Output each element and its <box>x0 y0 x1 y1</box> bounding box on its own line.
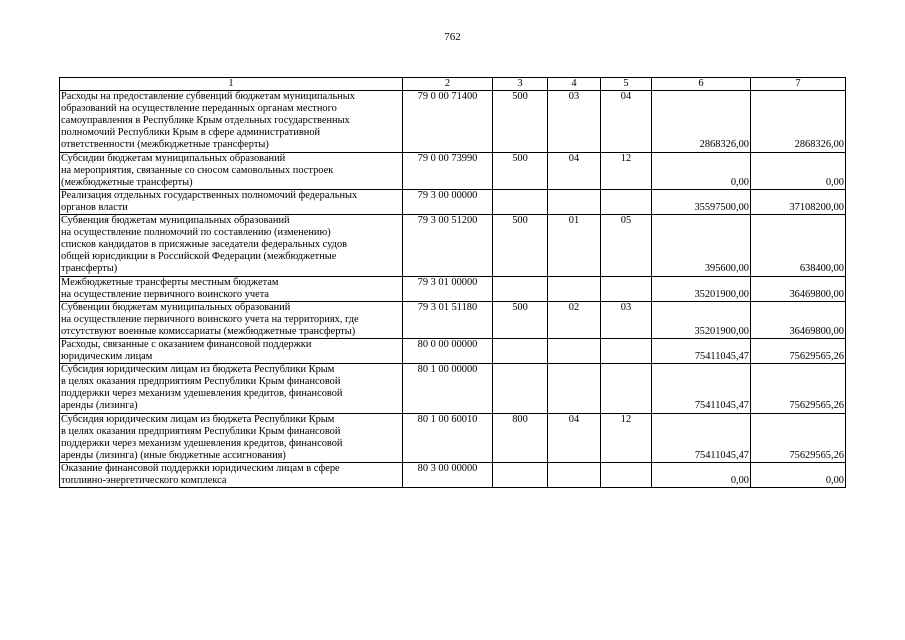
row-name-cell <box>60 215 403 276</box>
row-expense-type-cell <box>493 276 548 301</box>
row-section-cell: 04 <box>548 152 601 189</box>
row-sum-col6-cell: 35201900,00 <box>652 276 751 301</box>
row-expense-type-cell: 500 <box>493 301 548 338</box>
row-name-cell <box>60 152 403 189</box>
row-name-line: аренды (лизинга) <box>61 400 138 412</box>
table-row <box>60 413 846 462</box>
row-code-cell: 80 3 00 00000 <box>403 462 493 487</box>
row-name-cell <box>60 364 403 413</box>
row-name-cell <box>60 189 403 214</box>
row-code-cell: 79 3 01 51180 <box>403 301 493 338</box>
row-name-line: образований на осуществление переданных органам местного <box>61 103 337 115</box>
row-sum-col6-cell: 2868326,00 <box>652 91 751 152</box>
budget-table <box>59 77 846 488</box>
row-name-line: на осуществление первичного воинского учета на территориях, где <box>61 313 359 325</box>
row-sum-col7-cell: 37108200,00 <box>751 189 846 214</box>
row-sum-col7-cell: 0,00 <box>751 462 846 487</box>
row-subsection-cell: 12 <box>601 152 652 189</box>
row-code-cell: 79 3 00 00000 <box>403 189 493 214</box>
table-row <box>60 215 846 276</box>
row-sum-col7-cell: 36469800,00 <box>751 276 846 301</box>
row-code-cell: 80 1 00 60010 <box>403 413 493 462</box>
row-section-cell <box>548 462 601 487</box>
row-name-line: Оказание финансовой поддержки юридическим лицам в сфере <box>61 462 340 474</box>
page-number: 762 <box>444 31 461 43</box>
row-name-line: Расходы, связанные с оказанием финансовой поддержки <box>61 338 312 350</box>
row-section-cell <box>548 276 601 301</box>
header-cell-7: 7 <box>751 78 846 91</box>
row-expense-type-cell: 500 <box>493 215 548 276</box>
row-code-cell: 80 1 00 00000 <box>403 364 493 413</box>
table-row <box>60 189 846 214</box>
row-name-line: в целях оказания предприятиям Республики Крым финансовой <box>61 425 341 437</box>
row-code-cell: 79 0 00 73990 <box>403 152 493 189</box>
row-sum-col6-cell: 0,00 <box>652 152 751 189</box>
header-row <box>60 78 846 91</box>
row-sum-col6-cell: 35597500,00 <box>652 189 751 214</box>
row-name-line: на мероприятия, связанные со сносом самовольных построек <box>61 164 334 176</box>
row-sum-col6-cell: 75411045,47 <box>652 338 751 363</box>
row-sum-col7-cell: 36469800,00 <box>751 301 846 338</box>
row-sum-col7-cell: 75629565,26 <box>751 364 846 413</box>
row-code-cell: 79 3 01 00000 <box>403 276 493 301</box>
row-expense-type-cell <box>493 189 548 214</box>
row-section-cell: 03 <box>548 91 601 152</box>
row-subsection-cell: 04 <box>601 91 652 152</box>
row-expense-type-cell <box>493 364 548 413</box>
table-row <box>60 462 846 487</box>
row-name-line: Субсидии бюджетам муниципальных образований <box>61 152 286 164</box>
row-name-line: ответственности (межбюджетные трансферты) <box>61 139 269 151</box>
row-expense-type-cell: 800 <box>493 413 548 462</box>
header-cell-6: 6 <box>652 78 751 91</box>
row-name-line: Субсидия юридическим лицам из бюджета Республики Крым <box>61 364 335 376</box>
row-subsection-cell: 12 <box>601 413 652 462</box>
row-sum-col7-cell: 75629565,26 <box>751 338 846 363</box>
row-name-line: списков кандидатов в присяжные заседатели федеральных судов <box>61 239 348 251</box>
row-section-cell <box>548 189 601 214</box>
row-name-line: поддержки через механизм удешевления кредитов, финансовой <box>61 388 343 400</box>
row-sum-col6-cell: 35201900,00 <box>652 301 751 338</box>
row-name-line: на осуществление полномочий по составлению (изменению) <box>61 227 331 239</box>
table-row <box>60 91 846 152</box>
table-row <box>60 152 846 189</box>
row-section-cell: 02 <box>548 301 601 338</box>
row-expense-type-cell <box>493 462 548 487</box>
row-section-cell <box>548 364 601 413</box>
row-name-line: Межбюджетные трансферты местным бюджетам <box>61 276 279 288</box>
row-name-line: Субсидия юридическим лицам из бюджета Республики Крым <box>61 413 335 425</box>
row-sum-col7-cell: 2868326,00 <box>751 91 846 152</box>
row-sum-col6-cell: 0,00 <box>652 462 751 487</box>
row-code-cell: 80 0 00 00000 <box>403 338 493 363</box>
row-name-line: аренды (лизинга) (иные бюджетные ассигнования) <box>61 449 286 461</box>
row-sum-col7-cell: 75629565,26 <box>751 413 846 462</box>
row-section-cell: 01 <box>548 215 601 276</box>
row-expense-type-cell: 500 <box>493 152 548 189</box>
row-name-line: юридическим лицам <box>61 351 153 363</box>
row-name-line: самоуправления в Республике Крым отдельных государственных <box>61 115 350 127</box>
row-subsection-cell: 05 <box>601 215 652 276</box>
row-sum-col7-cell: 0,00 <box>751 152 846 189</box>
row-expense-type-cell: 500 <box>493 91 548 152</box>
row-sum-col6-cell: 395600,00 <box>652 215 751 276</box>
row-name-line: Субвенции бюджетам муниципальных образований <box>61 301 291 313</box>
row-section-cell: 04 <box>548 413 601 462</box>
row-sum-col7-cell: 638400,00 <box>751 215 846 276</box>
row-name-cell <box>60 413 403 462</box>
header-cell-1: 1 <box>60 78 403 91</box>
row-name-cell <box>60 301 403 338</box>
row-name-line: отсутствуют военные комиссариаты (межбюджетные трансферты) <box>61 325 356 337</box>
row-name-line: (межбюджетные трансферты) <box>61 176 193 188</box>
row-sum-col6-cell: 75411045,47 <box>652 413 751 462</box>
header-cell-2: 2 <box>403 78 493 91</box>
row-code-cell: 79 0 00 71400 <box>403 91 493 152</box>
row-name-line: Расходы на предоставление субвенций бюджетам муниципальных <box>61 91 355 103</box>
header-cell-3: 3 <box>493 78 548 91</box>
row-name-cell <box>60 338 403 363</box>
row-name-line: Реализация отдельных государственных полномочий федеральных <box>61 189 358 201</box>
table-row <box>60 301 846 338</box>
header-cell-4: 4 <box>548 78 601 91</box>
row-code-cell: 79 3 00 51200 <box>403 215 493 276</box>
row-subsection-cell <box>601 189 652 214</box>
row-subsection-cell <box>601 276 652 301</box>
header-cell-5: 5 <box>601 78 652 91</box>
row-name-line: органов власти <box>61 201 128 213</box>
row-name-line: трансферты) <box>61 263 118 275</box>
row-name-line: общей юрисдикции в Российской Федерации (межбюджетные <box>61 251 337 263</box>
table-row <box>60 364 846 413</box>
row-name-line: топливно-энергетического комплекса <box>61 475 227 486</box>
table-row <box>60 338 846 363</box>
row-expense-type-cell <box>493 338 548 363</box>
row-subsection-cell <box>601 364 652 413</box>
row-name-line: Субвенция бюджетам муниципальных образований <box>61 215 290 227</box>
row-section-cell <box>548 338 601 363</box>
row-name-cell <box>60 91 403 152</box>
row-name-cell <box>60 462 403 487</box>
row-subsection-cell <box>601 338 652 363</box>
row-name-line: на осуществление первичного воинского учета <box>61 288 270 300</box>
row-subsection-cell <box>601 462 652 487</box>
row-sum-col6-cell: 75411045,47 <box>652 364 751 413</box>
row-name-line: полномочий Республики Крым в сфере административной <box>61 127 321 139</box>
row-name-cell <box>60 276 403 301</box>
row-name-line: поддержки через механизм удешевления кредитов, финансовой <box>61 437 343 449</box>
row-name-line: в целях оказания предприятиям Республики Крым финансовой <box>61 376 341 388</box>
table-row <box>60 276 846 301</box>
row-subsection-cell: 03 <box>601 301 652 338</box>
